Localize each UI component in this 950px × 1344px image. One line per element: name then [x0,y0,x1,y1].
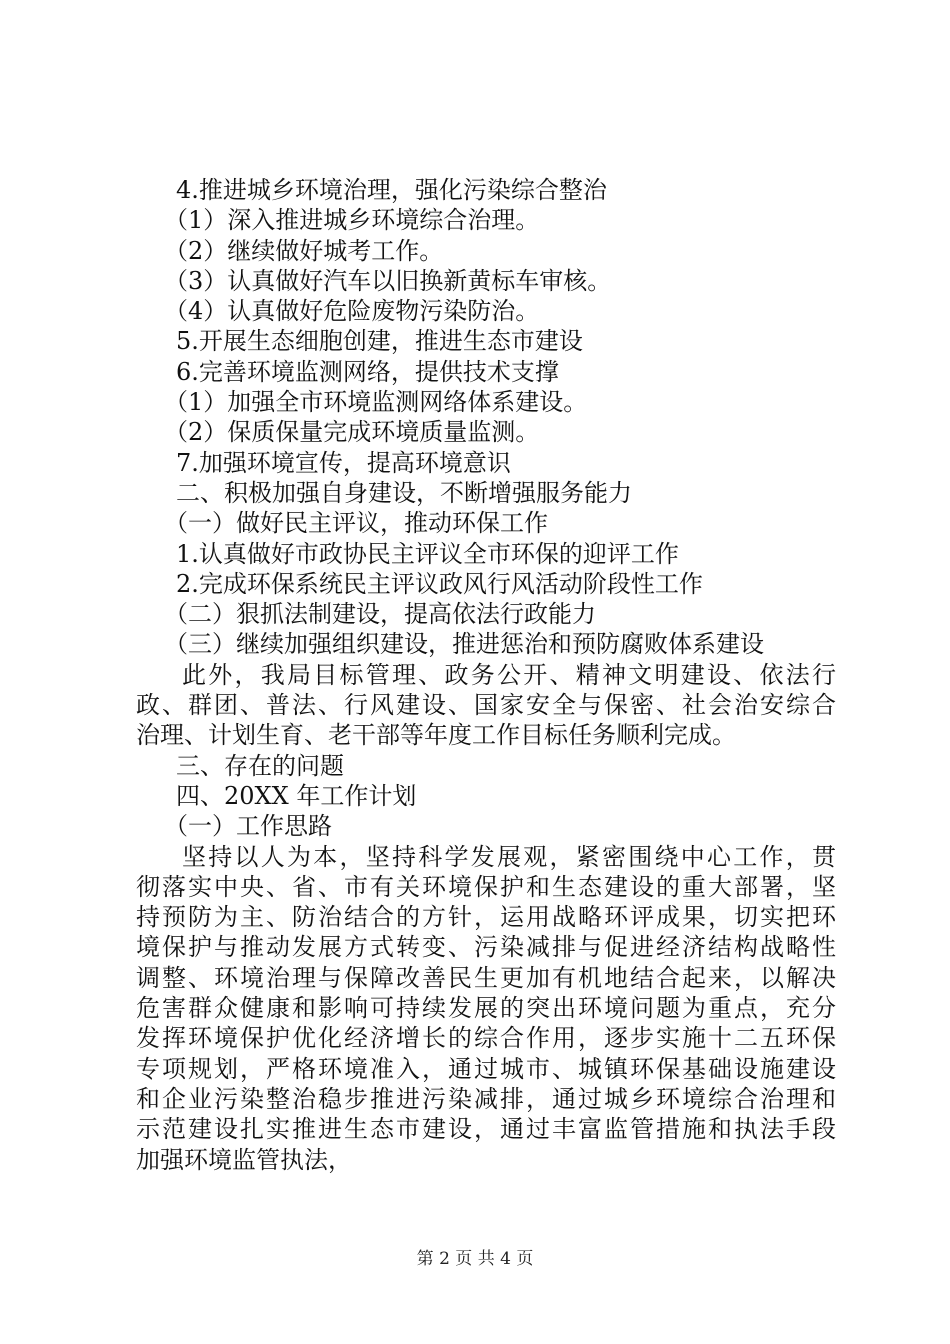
text-line: （3）认真做好汽车以旧换新黄标车审核。 [164,266,612,295]
text-line: 治理、计划生育、老干部等年度工作目标任务顺利完成。 [136,721,736,750]
text-line: 二、积极加强自身建设，不断增强服务能力 [176,478,632,507]
text-line: 持预防为主、防治结合的方针，运用战略环评成果，切实把环 [136,903,836,932]
text-line: 7.加强环境宣传，提高环境意识 [176,448,511,477]
text-line: 调整、环境治理与保障改善民生更加有机地结合起来，以解决 [136,963,836,992]
text-line: 专项规划，严格环境准入，通过城市、城镇环保基础设施建设 [136,1054,836,1083]
text-line: （一）做好民主评议，推动环保工作 [164,509,548,538]
text-line: 示范建设扎实推进生态市建设，通过丰富监管措施和执法手段 [136,1115,836,1144]
text-line: 5.开展生态细胞创建，推进生态市建设 [176,327,583,356]
text-line: 发挥环境保护优化经济增长的综合作用，逐步实施十二五环保 [136,1024,836,1053]
text-line: （三）继续加强组织建设，推进惩治和预防腐败体系建设 [164,630,764,659]
text-line: 1.认真做好市政协民主评议全市环保的迎评工作 [176,539,679,568]
text-line: 2.完成环保系统民主评议政风行风活动阶段性工作 [176,569,703,598]
text-line: （2）保质保量完成环境质量监测。 [164,418,540,447]
text-line: 三、存在的问题 [176,751,344,780]
text-line: 境保护与推动发展方式转变、污染减排与促进经济结构战略性 [136,933,836,962]
text-line: 加强环境监管执法， [136,1145,352,1174]
text-line: 彻落实中央、省、市有关环境保护和生态建设的重大部署，坚 [136,872,836,901]
text-line: （1）加强全市环境监测网络体系建设。 [164,388,588,417]
text-line: 和企业污染整治稳步推进污染减排，通过城乡环境综合治理和 [136,1084,836,1113]
text-line: （1）深入推进城乡环境综合治理。 [164,206,540,235]
text-line: （4）认真做好危险废物污染防治。 [164,297,540,326]
text-line: 危害群众健康和影响可持续发展的突出环境问题为重点，充分 [136,994,836,1023]
text-line: （一）工作思路 [164,812,332,841]
text-line: 四、20XX 年工作计划 [176,781,417,810]
page-footer: 第 2 页 共 4 页 [416,1249,534,1269]
text-line: 6.完善环境监测网络，提供技术支撑 [176,357,559,386]
text-line: 4.推进城乡环境治理，强化污染综合整治 [176,176,607,204]
text-line: （2）继续做好城考工作。 [164,236,444,265]
text-line: 此外，我局目标管理、政务公开、精神文明建设、依法行 [182,660,836,689]
text-line: （二）狠抓法制建设，提高依法行政能力 [164,600,596,629]
text-line: 坚持以人为本，坚持科学发展观，紧密围绕中心工作，贯 [182,842,836,871]
text-line: 政、群团、普法、行风建设、国家安全与保密、社会治安综合 [136,691,836,720]
document-body [136,175,836,1175]
